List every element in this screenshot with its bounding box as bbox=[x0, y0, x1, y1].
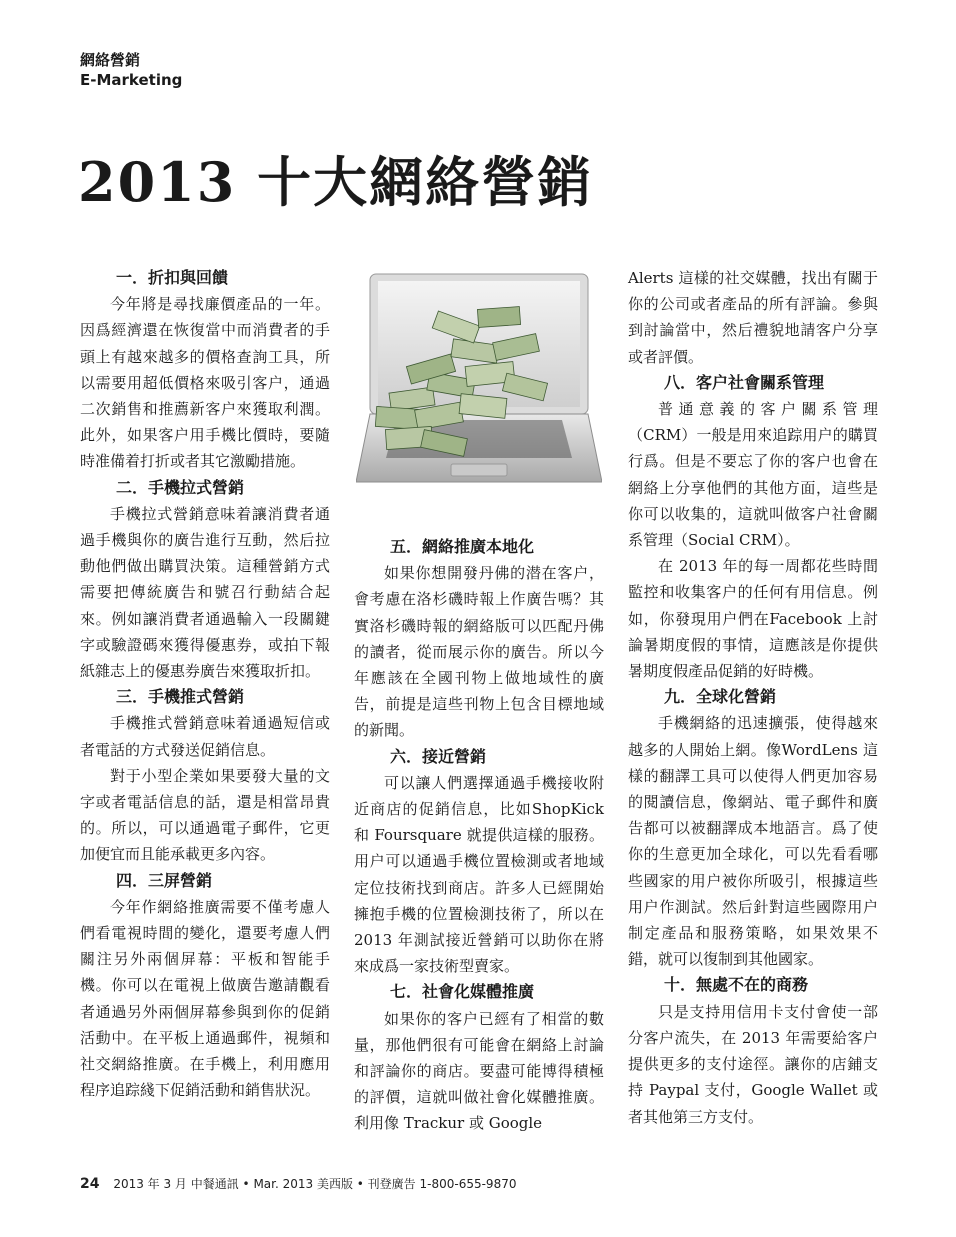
section-heading-10: 十．無處不在的商務 bbox=[664, 975, 809, 995]
section-8-para-2: 在 2013 年的每一周都花些時間監控和收集客户的任何有用信息。例如，你發現用户們在Facebook 上討論暑期度假的事情，這應該是你提供暑期度假產品促銷的好時機。 bbox=[628, 557, 878, 681]
column-3 bbox=[628, 265, 878, 1130]
section-9-para-1: 手機網絡的迅速擴張，使得越來越多的人開始上網。像WordLens 這樣的翻譯工具可以使得人們更加容易的閱讀信息，像網站、電子郵件和廣告都可以被翻譯成本地語言。爲了使你的生意更加全球化，可以先看看哪些國家的用户被你所吸引，根據這些用户作測試。然后針對這些國際用户制定產品和服務策略，如果效果不錯，就可以復制到其他國家。 bbox=[628, 714, 878, 969]
section-heading-7: 七．社會化媒體推廣 bbox=[390, 982, 535, 1002]
section-heading-9: 九．全球化營銷 bbox=[664, 687, 777, 707]
section-label-zh: 網絡營銷 bbox=[80, 51, 141, 69]
column-2 bbox=[354, 534, 604, 1137]
section-label bbox=[80, 50, 182, 90]
section-3-para-2: 對于小型企業如果要發大量的文字或者電話信息的話，還是相當昂貴的。所以，可以通過電子郵件，它更加便宜而且能承載更多內容。 bbox=[80, 766, 330, 864]
section-7-para-continued: Alerts 這樣的社交媒體，找出有關于你的公司或者產品的所有評論。參與到討論當中，然后禮貌地請客户分享或者評價。 bbox=[628, 269, 878, 366]
section-5-para-1: 如果你想開發丹佛的潜在客户，會考慮在洛杉磯時報上作廣告嗎？其實洛杉磯時報的網絡版可以匹配丹佛的讀者，從而展示你的廣告。所以今年應該在全國刊物上做地域性的廣告，前提是這些刊物上包含目標地域的新聞。 bbox=[354, 564, 604, 740]
article-title: 2013 十大網絡營銷 bbox=[78, 150, 594, 214]
section-7-para-1: 如果你的客户已經有了相當的數量，那他們很有可能會在網絡上討論和評論你的商店。要盡可能博得積極的評價，這就叫做社會化媒體推廣。利用像 Trackur 或 Google bbox=[354, 1009, 604, 1133]
section-heading-1: 一．折扣與回饋 bbox=[116, 268, 229, 287]
section-heading-3: 三．手機推式營銷 bbox=[116, 687, 245, 707]
laptop-money-illustration bbox=[356, 268, 602, 520]
footer-text: 2013 年 3 月 中餐通訊 • Mar. 2013 美西版 • 刊登廣告 1-800-655-9870 bbox=[113, 1177, 517, 1191]
section-6-para-1: 可以讓人們選擇通過手機接收附近商店的促銷信息，比如ShopKick 和 Foursquare 就提供這樣的服務。用户可以通過手機位置檢測或者地域定位技術找到商店。許多人已經開始擁抱手機的位置檢測技術了，所以在 2013 年測試接近營銷可以助你在將來成爲一家技術型賣家。 bbox=[354, 773, 604, 976]
column-1 bbox=[80, 265, 330, 1104]
section-label-en: E-Marketing bbox=[80, 71, 183, 89]
section-heading-8: 八．客户社會關系管理 bbox=[664, 372, 825, 392]
section-heading-6: 六．接近營銷 bbox=[390, 746, 487, 766]
section-8-para-1: 普通意義的客户關系管理（CRM）一般是用來追踪用户的購買行爲。但是不要忘了你的客户也會在網絡上分享他們的其他方面，這些是你可以收集的，這就叫做客户社會關系管理（Social CRM）。 bbox=[628, 400, 878, 550]
section-heading-2: 二．手機拉式營銷 bbox=[116, 477, 245, 497]
page-number: 24 bbox=[80, 1176, 100, 1192]
section-10-para-1: 只是支持用信用卡支付會使一部分客户流失，在 2013 年需要給客户提供更多的支付途徑。讓你的店鋪支持 Paypal 支付，Google Wallet 或者其他第三方支付。 bbox=[628, 1002, 878, 1126]
section-heading-4: 四．三屏營銷 bbox=[116, 870, 213, 890]
section-3-para-1: 手機推式營銷意味着通過短信或者電話的方式發送促銷信息。 bbox=[80, 714, 330, 759]
section-2-para-1: 手機拉式營銷意味着讓消費者通過手機與你的廣告進行互動，然后拉動他們做出購買決策。這種營銷方式需要把傳統廣告和號召行動結合起來。例如讓消費者通過輸入一段關鍵字或驗證碼來獲得優惠券，或拍下報紙雜志上的優惠券廣告來獲取折扣。 bbox=[80, 504, 330, 681]
section-1-para-1: 今年將是尋找廉價產品的一年。因爲經濟還在恢復當中而消費者的手頭上有越來越多的價格查詢工具，所以需要用超低價格來吸引客户，通過二次銷售和推薦新客户來獲取利潤。此外，如果客户用手機比價時，要隨時准備着打折或者其它激勵措施。 bbox=[80, 295, 330, 471]
page-footer bbox=[80, 1175, 516, 1192]
section-heading-5: 五．網絡推廣本地化 bbox=[390, 537, 535, 556]
section-4-para-1: 今年作網絡推廣需要不僅考慮人們看電視時間的變化，還要考慮人們關注另外兩個屏幕：平板和智能手機。你可以在電視上做廣告邀請觀看者通過另外兩個屏幕參與到你的促銷活動中。在平板上通過郵件，視頻和社交網絡推廣。在手機上，利用應用程序追踪綫下促銷活動和銷售狀況。 bbox=[80, 897, 330, 1100]
